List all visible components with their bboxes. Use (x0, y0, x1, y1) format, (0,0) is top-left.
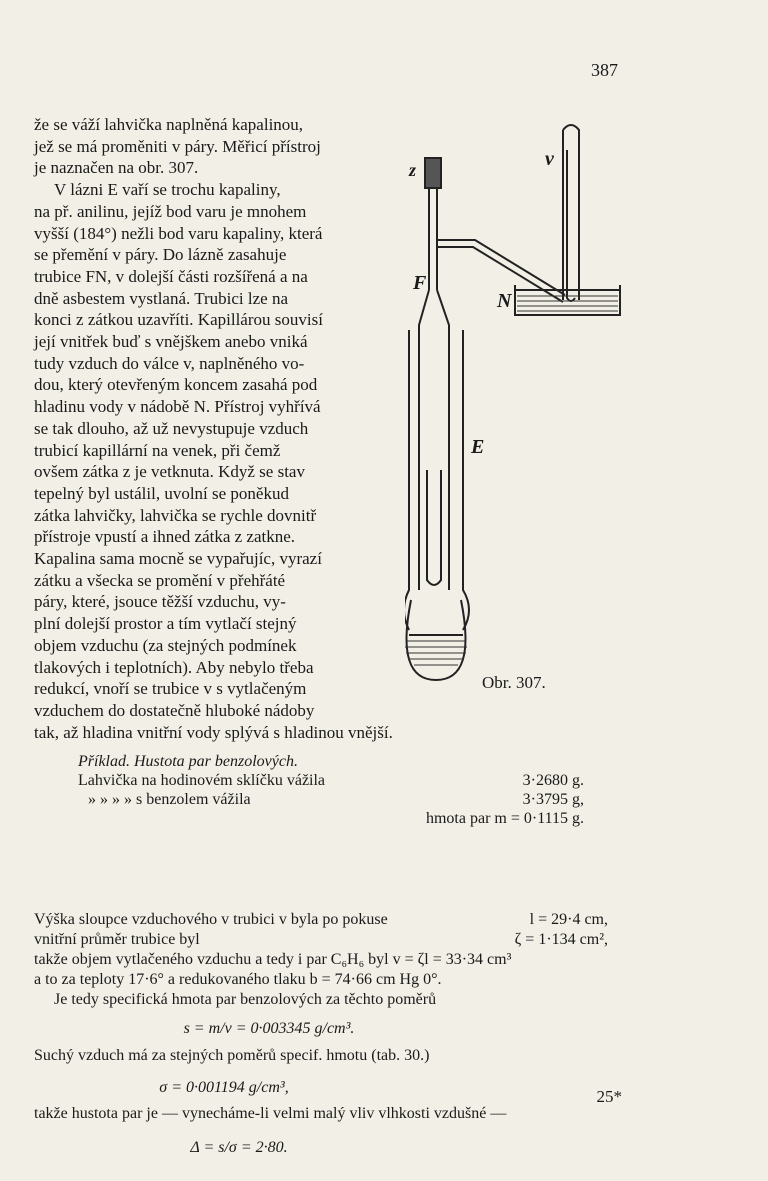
neck-tube (429, 188, 437, 290)
calculation-block (34, 910, 634, 1166)
text-line: že se váží lahvička naplněná kapalinou, (34, 115, 304, 134)
text-line: hladinu vody v nádobě N. Přístroj vyhřívá (34, 397, 321, 417)
text-line: ovšem zátka z je vetknuta. Když se stav (34, 462, 305, 482)
text-line: objem vzduchu (za stejných podmínek (34, 635, 297, 655)
example-row (34, 771, 624, 790)
text-line: dně asbestem vystlaná. Trubici lze na (34, 288, 289, 308)
stopper-z (425, 158, 441, 188)
example-row (34, 790, 624, 809)
text-line: trubicí kapillární na venek, při čemž (34, 440, 281, 460)
example-title: Příklad. Hustota par benzolových. (78, 753, 298, 770)
example-row-left: hmota par m = 0·1115 g. (425, 810, 584, 827)
label-F: F (413, 272, 427, 294)
example-row-right: 3·3795 g, (522, 791, 584, 808)
signature-mark: 25* (596, 1087, 622, 1106)
text-line: je naznačen na obr. 307. (34, 158, 199, 178)
example-row-right: 3·2680 g. (522, 772, 584, 789)
text-line: zátku a všecka se promění v přehřáté (34, 570, 286, 590)
calc-value: l = 29·4 cm, (529, 911, 608, 928)
text-line: konci z zátkou uzavříti. Kapillárou souvisí (34, 310, 323, 330)
equation-delta: Δ = s/σ = 2·80. (190, 1139, 288, 1156)
page-number: 387 (591, 60, 618, 80)
text-line: se přemění v páry. Do lázně zasahuje (34, 245, 287, 265)
label-E: E (471, 436, 485, 458)
example-row (34, 809, 624, 828)
calc-line: takže objem vytlačeného vzduchu a tedy i par C₆H₆ byl v = ζl = 33·34 cm³ (34, 951, 512, 968)
figure-caption: Obr. 307. (482, 673, 546, 692)
text-line: na př. anilinu, jejíž bod varu je mnohem (34, 201, 307, 221)
text-line: Kapalina sama mocně se vypařujíc, vyrazí (34, 549, 322, 569)
cylinder-v (563, 125, 579, 300)
text-line: vzduchem do dostatečně hluboké nádoby (34, 700, 315, 720)
figure-307 (405, 110, 630, 710)
text-line: páry, které, jsouce těžší vzduchu, vy- (34, 592, 286, 612)
density-line: takže hustota par je — vynecháme-li velmi malý vliv vlhkosti vzdušné — (34, 1105, 507, 1122)
text-line: tudy vzduch do válce v, naplněného vo- (34, 353, 305, 373)
label-z: z (409, 160, 417, 180)
text-line: tlakových i teplotních). Aby nebylo třeba (34, 657, 314, 677)
equation-s: s = m/v = 0·003345 g/cm³. (183, 1020, 355, 1037)
calc-line: Je tedy specifická hmota par benzolových za těchto poměrů (54, 991, 437, 1008)
text-line: V lázni E vaří se trochu kapaliny, (54, 180, 281, 200)
text-line: jež se má proměniti v páry. Měřicí přístroj (34, 136, 321, 156)
text-line: zátka lahvičky, lahvička se rychle dovnitř (34, 505, 317, 525)
text-line: redukcí, vnoří se trubice v s vytlačeným (34, 679, 307, 699)
text-line: přístroje vpustí a ihned zátka z zatkne. (34, 527, 296, 547)
bath-bulb (407, 600, 466, 680)
text-line: se tak dlouho, až už nevystupuje vzduch (34, 418, 309, 438)
calc-line: a to za teploty 17·6° a redukovaného tlaku b = 74·66 cm Hg 0°. (34, 971, 442, 988)
body-text (34, 114, 394, 722)
text-line: vyšší (184°) nežli bod varu kapaliny, která (34, 223, 323, 243)
equation-sigma: σ = 0·001194 g/cm³, (159, 1079, 289, 1096)
calc-line: Výška sloupce vzduchového v trubici v byla po pokuse (34, 911, 388, 928)
text-line: tepelný byl ustálil, uvolní se poněkud (34, 483, 289, 503)
label-v: v (545, 148, 554, 170)
text-line: dou, který otevřeným koncem zasahá pod (34, 375, 318, 395)
label-N: N (497, 290, 512, 312)
text-line: plní dolejší prostor a tím vytlačí stejný (34, 614, 297, 634)
calc-line: vnitřní průměr trubice byl (34, 931, 200, 948)
full-width-line: tak, až hladina vnitřní vody splývá s hladinou vnější. (34, 723, 393, 742)
text-line: trubice FN, v dolejší části rozšířená a na (34, 266, 308, 286)
example-row-left: Lahvička na hodinovém sklíčku vážila (78, 772, 326, 789)
text-line: její vnitřek buď s vnějškem anebo vniká (34, 332, 308, 352)
calc-value: ζ = 1·134 cm², (514, 931, 608, 948)
vial (427, 470, 441, 585)
example-row-left: » » » » s benzolem vážila (88, 791, 251, 808)
apparatus-drawing (405, 110, 630, 710)
air-line: Suchý vzduch má za stejných poměrů specif. hmotu (tab. 30.) (34, 1047, 430, 1064)
example-block (34, 752, 624, 828)
